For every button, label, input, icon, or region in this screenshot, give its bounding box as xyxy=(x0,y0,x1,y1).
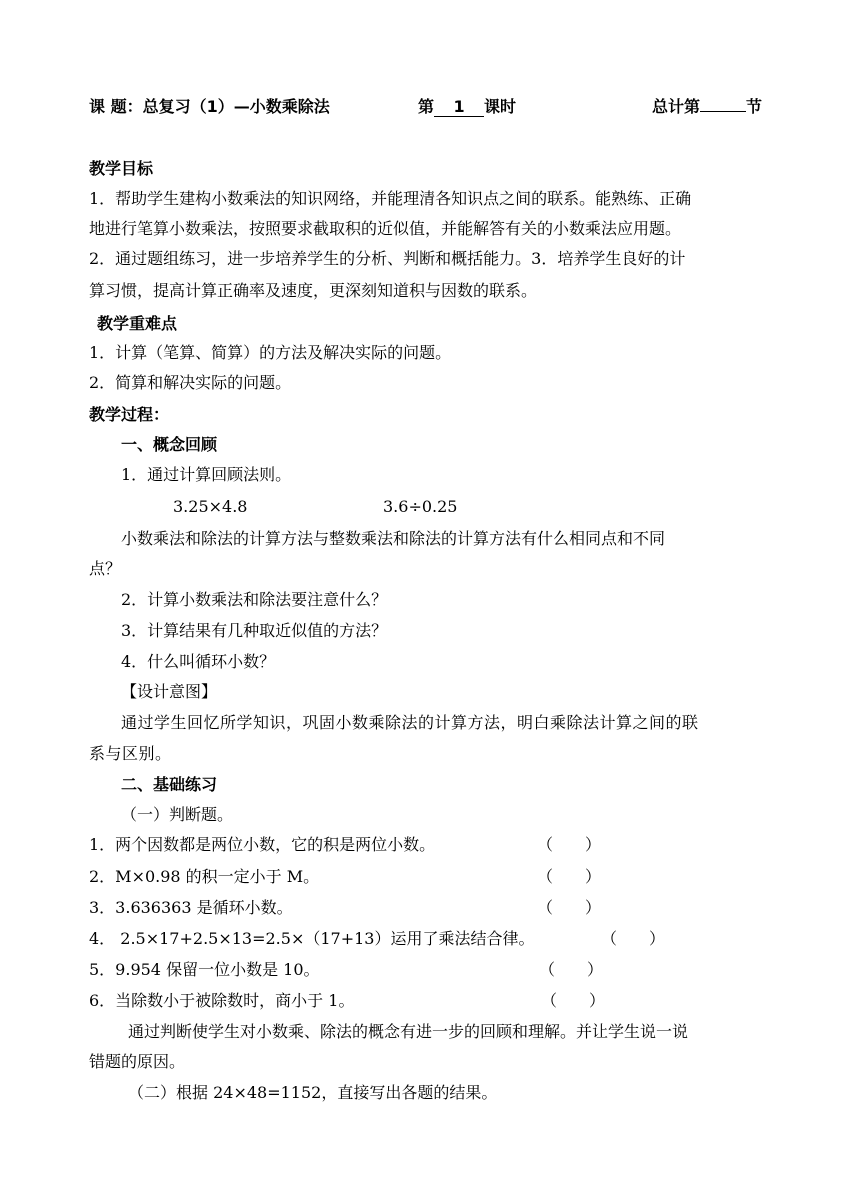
total-count: 总计第 节 xyxy=(652,97,763,116)
process-heading: 教学过程： xyxy=(89,405,170,424)
judge-subheading: （一）判断题。 xyxy=(121,805,234,824)
calc-example-b: 3.6÷0.25 xyxy=(383,497,458,516)
answer-blank[interactable]: （ ） xyxy=(537,867,602,886)
question-line: 小数乘法和除法的计算方法与整数乘法和除法的计算方法有什么相同点和不同 xyxy=(121,529,666,548)
objective-line: 地进行笔算小数乘法，按照要求截取积的近似值，并能解答有关的小数乘法应用题。 xyxy=(89,219,682,238)
section-2-heading: 二、基础练习 xyxy=(121,775,218,794)
lesson-title: 课 题：总复习（1）—小数乘除法 xyxy=(89,97,330,116)
judge-item: 6．当除数小于被除数时，商小于 1。 （ ） xyxy=(89,991,606,1010)
question-line: 点？ xyxy=(89,559,122,578)
objective-line: 算习惯，提高计算正确率及速度，更深刻知道积与因数的联系。 xyxy=(89,281,538,300)
key-point-item: 1．计算（笔算、简算）的方法及解决实际的问题。 xyxy=(89,343,452,362)
key-point-item: 2．简算和解决实际的问题。 xyxy=(89,373,292,392)
design-intent-label: 【设计意图】 xyxy=(121,682,218,701)
answer-blank[interactable]: （ ） xyxy=(541,991,606,1010)
section-1-heading: 一、概念回顾 xyxy=(121,435,218,454)
answer-blank[interactable]: （ ） xyxy=(537,898,602,917)
judge-item: 5．9.954 保留一位小数是 10。 （ ） xyxy=(89,960,604,979)
key-points-heading: 教学重难点 xyxy=(97,314,178,333)
answer-blank[interactable]: （ ） xyxy=(537,835,602,854)
total-count-value xyxy=(700,111,746,112)
objective-line: 1．帮助学生建构小数乘法的知识网络，并能理清各知识点之间的联系。能熟练、正确 xyxy=(89,189,692,208)
section-1-item: 2．计算小数乘法和除法要注意什么？ xyxy=(121,590,388,609)
lesson-number-value: 1 xyxy=(434,98,484,117)
design-intent-line: 系与区别。 xyxy=(89,744,172,763)
design-intent-line: 通过学生回忆所学知识，巩固小数乘除法的计算方法，明白乘除法计算之间的联 xyxy=(121,713,699,732)
calc-example-a: 3.25×4.8 xyxy=(173,497,248,516)
judge-item: 1．两个因数都是两位小数，它的积是两位小数。 （ ） xyxy=(89,835,602,854)
answer-blank[interactable]: （ ） xyxy=(539,960,604,979)
judge-item: 3．3.636363 是循环小数。 （ ） xyxy=(89,898,602,917)
calc-subheading: （二）根据 24×48=1152，直接写出各题的结果。 xyxy=(128,1083,498,1102)
objectives-heading: 教学目标 xyxy=(89,159,154,178)
judge-item: 2．M×0.98 的积一定小于 M。 （ ） xyxy=(89,867,602,886)
section-1-item: 3．计算结果有几种取近似值的方法？ xyxy=(121,621,388,640)
judge-note-line: 错题的原因。 xyxy=(89,1052,186,1071)
lesson-number: 第 1 课时 xyxy=(418,97,517,116)
answer-blank[interactable]: （ ） xyxy=(601,929,666,948)
section-1-item: 1．通过计算回顾法则。 xyxy=(121,465,292,484)
objective-line: 2．通过题组练习，进一步培养学生的分析、判断和概括能力。3．培养学生良好的计 xyxy=(89,249,686,268)
judge-item: 4． 2.5×17+2.5×13=2.5×（17+13）运用了乘法结合律。 （ ） xyxy=(89,929,666,948)
section-1-item: 4．什么叫循环小数？ xyxy=(121,652,276,671)
judge-note-line: 通过判断使学生对小数乘、除法的概念有进一步的回顾和理解。并让学生说一说 xyxy=(128,1022,689,1041)
